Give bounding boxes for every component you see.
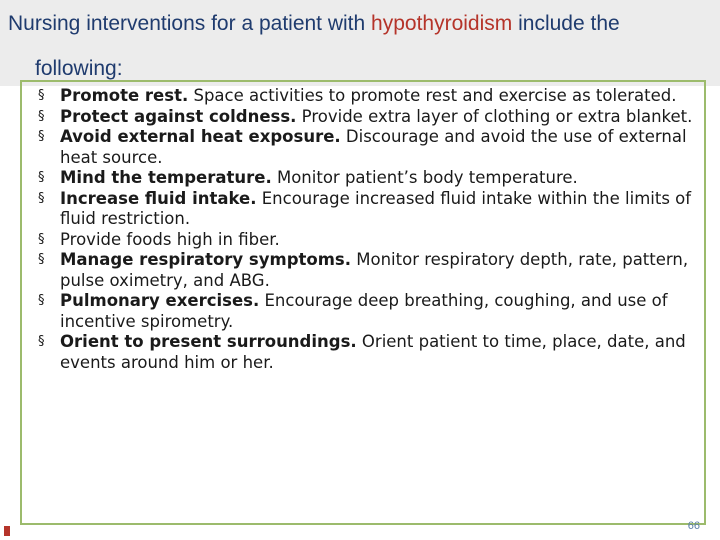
item-text: Orient patient to time, place, date, and events around him or her. — [60, 332, 686, 372]
list-item — [38, 168, 698, 189]
title-part2: include the — [512, 12, 620, 35]
list-item — [38, 127, 698, 168]
item-heading: Protect against coldness. — [60, 106, 297, 126]
item-text: Encourage increased fluid intake within the limits of fluid restriction. — [60, 188, 692, 228]
page-number: 66 — [687, 520, 700, 532]
bullet-icon: § — [38, 231, 45, 247]
list-item — [38, 230, 698, 251]
bullet-icon: § — [38, 170, 45, 185]
list-item — [38, 86, 698, 107]
list-item — [38, 189, 698, 230]
bullet-icon: § — [38, 334, 45, 349]
item-text: Monitor patient’s body temperature. — [271, 168, 578, 187]
item-text: Provide foods high in fiber. — [60, 229, 280, 249]
item-heading: Pulmonary exercises. — [60, 291, 260, 310]
list-item — [38, 291, 698, 332]
bullet-icon: § — [38, 88, 45, 103]
slide-title-line2: following: — [35, 57, 123, 80]
bullet-icon: § — [38, 252, 45, 267]
item-text: Provide extra layer of clothing or extra blanket. — [296, 106, 693, 126]
intervention-list — [38, 86, 698, 373]
item-heading: Increase fluid intake. — [60, 188, 257, 208]
bullet-icon: § — [38, 129, 45, 144]
item-heading: Mind the temperature. — [60, 168, 272, 187]
item-heading: Avoid external heat exposure. — [60, 127, 341, 146]
item-heading: Orient to present surroundings. — [60, 332, 357, 351]
bullet-icon: § — [38, 108, 45, 124]
corner-accent — [4, 526, 10, 536]
item-text: Space activities to promote rest and exercise as tolerated. — [188, 86, 677, 105]
slide-title — [8, 12, 620, 36]
item-heading: Promote rest. — [60, 86, 189, 105]
bullet-icon: § — [38, 190, 45, 206]
title-highlight: hypothyroidism — [371, 12, 513, 35]
item-text: Monitor respiratory depth, rate, pattern, pulse oximetry, and ABG. — [60, 250, 689, 290]
list-item — [38, 332, 698, 373]
bullet-icon: § — [38, 293, 45, 308]
item-text: Encourage deep breathing, coughing, and use of incentive spirometry. — [60, 291, 668, 331]
list-item — [38, 250, 698, 291]
title-part1: Nursing interventions for a patient with — [8, 12, 372, 35]
list-item — [38, 107, 698, 128]
item-heading: Manage respiratory symptoms. — [60, 250, 352, 269]
item-text: Discourage and avoid the use of external heat source. — [60, 127, 687, 167]
